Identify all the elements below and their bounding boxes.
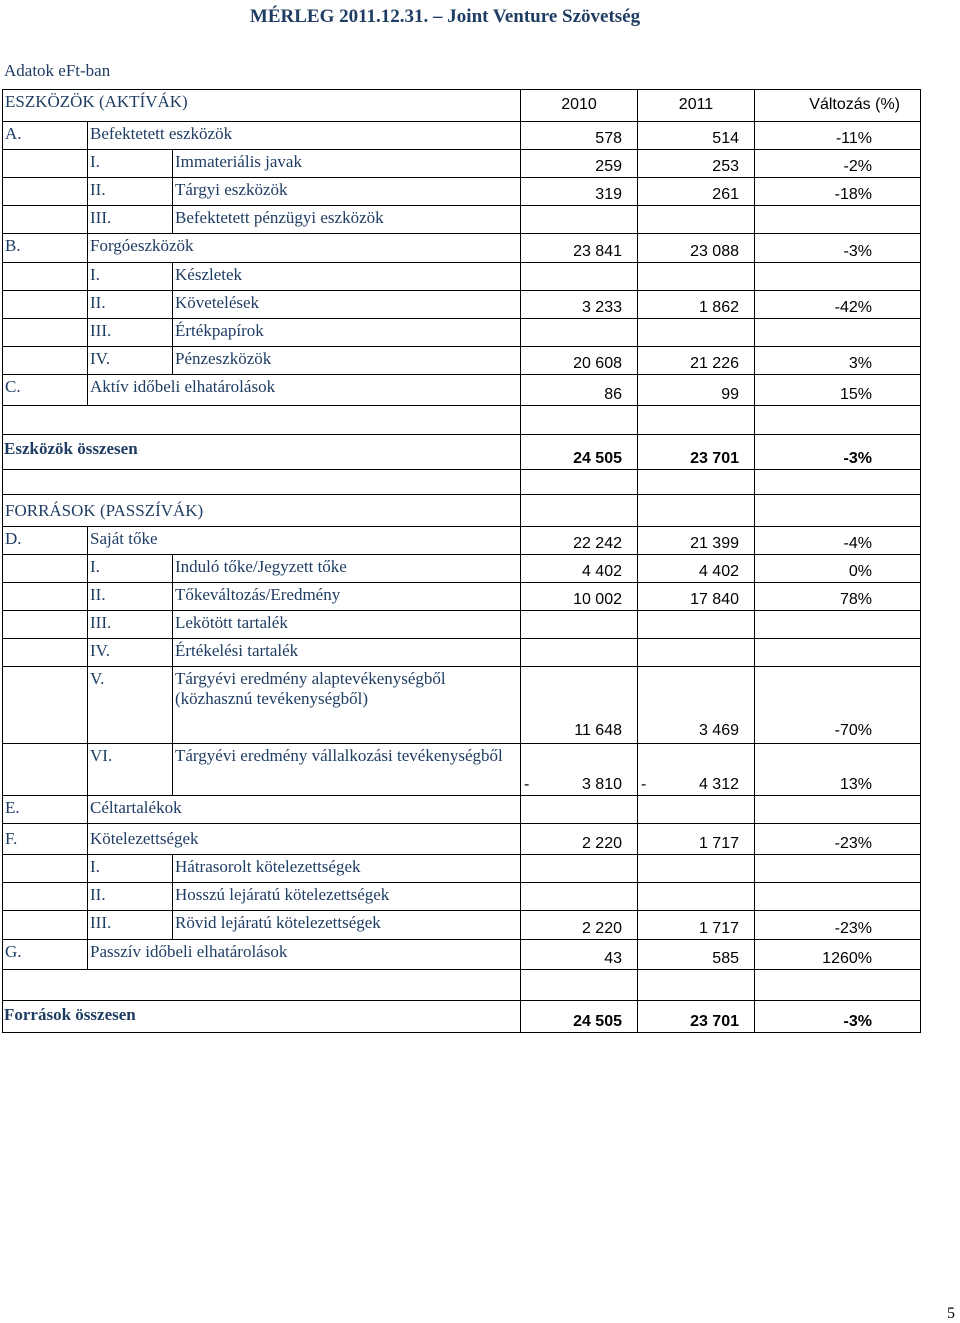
liabilities-total-row <box>3 1001 921 1033</box>
value-2011: 261 <box>638 178 755 206</box>
table-row <box>3 206 921 234</box>
value-2010: 3 810 <box>581 776 622 793</box>
value-2010: 578 <box>521 122 638 150</box>
row-sub: III. <box>88 611 173 639</box>
negative-sign: - <box>641 776 647 793</box>
row-name: Értékelési tartalék <box>173 639 521 667</box>
value-change: 78% <box>755 583 921 611</box>
table-row <box>3 583 921 611</box>
row-code: A. <box>3 122 88 150</box>
table-row <box>3 319 921 347</box>
row-name: Követelések <box>173 291 521 319</box>
spacer-row <box>3 970 921 1001</box>
spacer-row <box>3 406 921 435</box>
row-name: Lekötött tartalék <box>173 611 521 639</box>
row-code: C. <box>3 375 88 406</box>
value-2010: 3 233 <box>521 291 638 319</box>
row-name: Tárgyévi eredmény vállalkozási tevékenységből <box>173 744 521 796</box>
row-name: Tárgyi eszközök <box>173 178 521 206</box>
row-name: Hátrasorolt kötelezettségek <box>173 855 521 883</box>
unit-label: Adatok eFt-ban <box>4 61 111 80</box>
table-row <box>3 234 921 263</box>
row-code: B. <box>3 234 88 263</box>
value-2010: 22 242 <box>521 527 638 555</box>
col-change: Változás (%) <box>755 90 921 122</box>
page-number: 5 <box>947 1305 955 1322</box>
value-change: -70% <box>755 667 921 744</box>
table-row <box>3 555 921 583</box>
value-change: 1260% <box>755 940 921 970</box>
value-2011: 253 <box>638 150 755 178</box>
row-name: Tárgyévi eredmény alaptevékenységből (közhasznú tevékenységből) <box>173 667 521 744</box>
table-row <box>3 796 921 824</box>
value-2010: 11 648 <box>521 667 638 744</box>
col-2010: 2010 <box>521 90 638 122</box>
value-change: 3% <box>755 347 921 375</box>
table-row <box>3 667 921 744</box>
row-code: E. <box>3 796 88 824</box>
value-change: -42% <box>755 291 921 319</box>
value-2010: 43 <box>521 940 638 970</box>
value-change: -18% <box>755 178 921 206</box>
table-row <box>3 611 921 639</box>
value-2011: 4 402 <box>638 555 755 583</box>
row-name: Saját tőke <box>88 527 521 555</box>
row-name: Értékpapírok <box>173 319 521 347</box>
value-2010: 2 220 <box>521 911 638 940</box>
value-change: 13% <box>755 744 921 796</box>
value-2011: 17 840 <box>638 583 755 611</box>
liabilities-total-label: Források összesen <box>3 1001 521 1033</box>
row-name: Céltartalékok <box>88 796 521 824</box>
row-sub: I. <box>88 263 173 291</box>
value-2011: 21 226 <box>638 347 755 375</box>
row-sub: II. <box>88 178 173 206</box>
row-sub: VI. <box>88 744 173 796</box>
value-2010: 20 608 <box>521 347 638 375</box>
table-row <box>3 824 921 855</box>
table-row <box>3 911 921 940</box>
value-2011: 1 717 <box>638 824 755 855</box>
value-change: 0% <box>755 555 921 583</box>
table-row <box>3 291 921 319</box>
row-name: Kötelezettségek <box>88 824 521 855</box>
value-2010: 319 <box>521 178 638 206</box>
value-2011: 1 862 <box>638 291 755 319</box>
row-sub: IV. <box>88 639 173 667</box>
header-row <box>3 90 921 122</box>
table-row <box>3 263 921 291</box>
assets-section-title: ESZKÖZÖK (AKTÍVÁK) <box>3 90 521 122</box>
value-change: 15% <box>755 375 921 406</box>
row-sub: II. <box>88 883 173 911</box>
row-code: D. <box>3 527 88 555</box>
table-row <box>3 883 921 911</box>
row-sub: III. <box>88 911 173 940</box>
liabilities-total-2011: 23 701 <box>638 1001 755 1033</box>
value-change: -23% <box>755 824 921 855</box>
liabilities-section-title: FORRÁSOK (PASSZÍVÁK) <box>3 495 521 527</box>
value-2011: 4 312 <box>698 776 739 793</box>
row-name: Immateriális javak <box>173 150 521 178</box>
table-row <box>3 375 921 406</box>
value-change: -3% <box>755 234 921 263</box>
value-2010: 259 <box>521 150 638 178</box>
value-2010: 23 841 <box>521 234 638 263</box>
row-name: Rövid lejáratú kötelezettségek <box>173 911 521 940</box>
page-title: MÉRLEG 2011.12.31. – Joint Venture Szövetség <box>249 6 641 27</box>
value-2010: 2 220 <box>521 824 638 855</box>
balance-sheet-table <box>2 89 921 1033</box>
row-name: Készletek <box>173 263 521 291</box>
table-row <box>3 122 921 150</box>
row-sub: IV. <box>88 347 173 375</box>
row-code: F. <box>3 824 88 855</box>
col-2011: 2011 <box>638 90 755 122</box>
liabilities-total-2010: 24 505 <box>521 1001 638 1033</box>
row-name: Pénzeszközök <box>173 347 521 375</box>
value-change: -23% <box>755 911 921 940</box>
value-2010: 10 002 <box>521 583 638 611</box>
table-row <box>3 347 921 375</box>
liabilities-total-change: -3% <box>755 1001 921 1033</box>
row-name: Befektetett pénzügyi eszközök <box>173 206 521 234</box>
row-sub: V. <box>88 667 173 744</box>
spacer-row <box>3 470 921 495</box>
assets-total-2010: 24 505 <box>521 435 638 470</box>
row-name: Befektetett eszközök <box>88 122 521 150</box>
value-2011: 514 <box>638 122 755 150</box>
value-2011: 23 088 <box>638 234 755 263</box>
liabilities-section-row <box>3 495 921 527</box>
table-row <box>3 639 921 667</box>
value-2011: 99 <box>638 375 755 406</box>
row-sub: III. <box>88 206 173 234</box>
table-row <box>3 527 921 555</box>
table-row <box>3 150 921 178</box>
value-2010: 86 <box>521 375 638 406</box>
value-change: -11% <box>755 122 921 150</box>
row-name: Hosszú lejáratú kötelezettségek <box>173 883 521 911</box>
row-name: Induló tőke/Jegyzett tőke <box>173 555 521 583</box>
assets-total-change: -3% <box>755 435 921 470</box>
row-code: G. <box>3 940 88 970</box>
row-name: Aktív időbeli elhatárolások <box>88 375 521 406</box>
row-name: Tőkeváltozás/Eredmény <box>173 583 521 611</box>
table-row <box>3 744 921 796</box>
row-sub: III. <box>88 319 173 347</box>
row-sub: II. <box>88 583 173 611</box>
row-sub: I. <box>88 555 173 583</box>
assets-total-label: Eszközök összesen <box>3 435 521 470</box>
value-2011: 1 717 <box>638 911 755 940</box>
row-sub: I. <box>88 150 173 178</box>
value-2011: 21 399 <box>638 527 755 555</box>
value-2011: 585 <box>638 940 755 970</box>
value-2010: 4 402 <box>521 555 638 583</box>
row-name: Forgóeszközök <box>88 234 521 263</box>
value-change: -2% <box>755 150 921 178</box>
table-row <box>3 178 921 206</box>
value-change: -4% <box>755 527 921 555</box>
row-name: Passzív időbeli elhatárolások <box>88 940 521 970</box>
assets-total-row <box>3 435 921 470</box>
row-sub: II. <box>88 291 173 319</box>
table-row <box>3 940 921 970</box>
negative-sign: - <box>524 776 530 793</box>
assets-total-2011: 23 701 <box>638 435 755 470</box>
value-2011: 3 469 <box>638 667 755 744</box>
row-sub: I. <box>88 855 173 883</box>
table-row <box>3 855 921 883</box>
